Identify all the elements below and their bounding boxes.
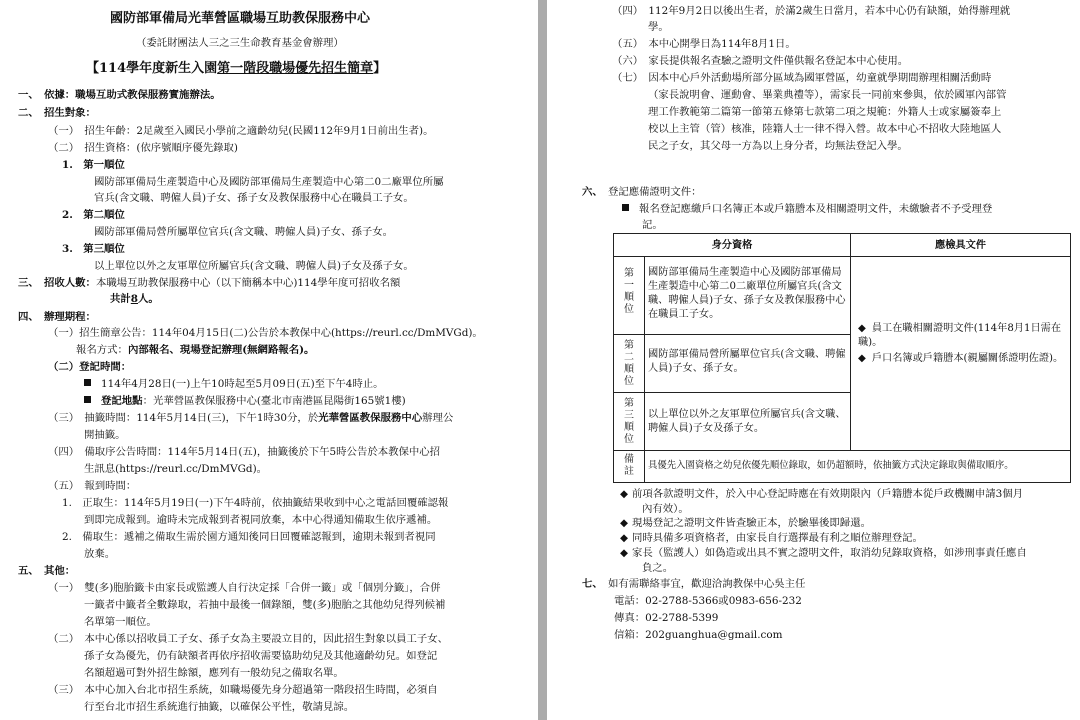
doc-title: 國防部軍備局光華營區職場互助教保服務中心 xyxy=(110,11,371,26)
section-3: 三、 招收人數：本職場互助教保服務中心（以下簡稱本中心)114學年度可招收名額 xyxy=(18,277,401,289)
priority-2-text-line: 國防部軍備局營所屬單位官兵(含文職、聘僱人員)子女、孫子女。 xyxy=(94,226,394,238)
section-2-item-1: （一） 招生年齡：2足歲至入國民小學前之適齡幼兒(民國112年9月1日前出生者)。 xyxy=(48,125,434,137)
section-5-item-2-cont: 名額超過可對外招生餘額，應列有一般幼兒之備取名單。 xyxy=(84,667,344,679)
right-item-6: （六） 家長提供報名查驗之證明文件僅供報名登記本中心使用。 xyxy=(612,55,909,67)
table-row-label-priority-3: 第三順位 xyxy=(624,398,634,445)
registration-location: 登記地點：光華營區教保服務中心(臺北市南港區昆陽街165號1樓) xyxy=(84,394,406,408)
right-item-4-cont: 學。 xyxy=(648,21,669,33)
priority-1-text-line: 官兵(含文職、聘僱人員)子女、孫子女及教保服務中心在職員工子女。 xyxy=(94,192,414,204)
table-row-label-note: 備註 xyxy=(624,454,634,477)
right-item-7-cont: 校以上主管（管）核准，陸籍人士一律不得入營。故本中心不招收大陸地區人 xyxy=(648,123,1002,135)
table-cell-priority-2: 國防部軍備局營所屬單位官兵(含文職、聘僱人員)子女、孫子女。 xyxy=(648,349,846,374)
priority-1-text-line: 國防部軍備局生產製造中心及國防部軍備局生產製造中心第二0二廠單位所屬 xyxy=(94,176,444,188)
doc-note-1-cont: 內有效）。 xyxy=(642,503,689,515)
table-header-documents: 應檢具文件 xyxy=(935,239,986,251)
table-cell-priority-1: 國防部軍備局生產製造中心及國防部軍備局生產製造中心第二0二廠單位所屬官兵(含文職、聘僱人員)子女、孫子女及教保服務中心在職員工子女。 xyxy=(648,267,846,320)
right-item-7-cont: 理工作教範第二篇第一節第五條第七款第二項之規範：外籍人士或家屬簽奉上 xyxy=(648,106,1002,118)
section-4-heading: 四、 辦理期程： xyxy=(18,311,96,323)
right-item-7: （七） 因本中心戶外活動場所部分區域為國軍營區，幼童就學期間辦理相關活動時 xyxy=(612,72,992,84)
section-7-contact: 七、 如有需聯絡事宜，歡迎洽詢教保中心吳主任 xyxy=(582,578,806,590)
table-cell-doc-1: ◆ 員工在職相關證明文件(114年8月1日需在職)。 xyxy=(858,323,1062,348)
doc-heading: 【114學年度新生入園第一階段職場優先招生簡章】 xyxy=(86,61,387,76)
section-4-item-3-cont: 開抽籤。 xyxy=(84,429,126,441)
table-row-label-priority-2: 第二順位 xyxy=(624,340,634,387)
enrollment-waitlist: 2. 備取生：遞補之備取生需於園方通知後同日回覆確認報到，逾期未報到者視同 xyxy=(62,531,436,543)
table-row-label-priority-1: 第一順位 xyxy=(624,268,634,315)
table-cell-doc-2: ◆ 戶口名簿或戶籍謄本(親屬關係證明佐證)。 xyxy=(858,353,1064,364)
section-4-item-2: （二）登記時間： xyxy=(48,361,132,373)
section-4-item-1: （一）招生簡章公告：114年04月15日(二)公告於本教保中心(https://reurl.cc/DmMVGd)。 xyxy=(48,327,483,339)
section-4-item-4-cont: 生訊息(https://reurl.cc/DmMVGd)。 xyxy=(84,463,268,475)
section-6-bullet: 報名登記應繳戶口名簿正本或戶籍謄本及相關證明文件，未繳驗者不予受理登 xyxy=(622,202,992,216)
priority-3-title: 3. 第三順位 xyxy=(62,243,125,255)
section-3-total: 共計8人。 xyxy=(110,293,159,305)
priority-3-text-line: 以上單位以外之友軍單位所屬官兵(含文職、聘僱人員)子女及孫子女。 xyxy=(94,260,414,272)
section-1: 一、 依據：職場互助式教保服務實施辦法。 xyxy=(18,89,221,101)
section-5-item-1-cont: 一籤者中籤者全數錄取，若抽中最後一個錄額，雙(多)胞胎之其他幼兒得列候補 xyxy=(84,599,446,611)
doc-note-4: ◆ 家長（監護人）如偽造或出具不實之證明文件，取消幼兒錄取資格，如涉刑事責任應自 xyxy=(620,547,1027,559)
contact-email: 信箱：202guanghua@gmail.com xyxy=(614,629,783,641)
table-cell-note: 具優先入園資格之幼兒依優先順位錄取，如仍超額時，依抽籤方式決定錄取與備取順序。 xyxy=(648,460,1014,471)
section-5-item-2-cont: 孫子女為優先，仍有缺額者再依序招收需要協助幼兒及其他適齡幼兒。如登記 xyxy=(84,650,438,662)
section-4-item-4: （四） 備取序公告時間：114年5月14日(五)，抽籤後於下午5時公告於本教保中心招 xyxy=(48,446,441,458)
doc-note-3: ◆ 同時具備多項資格者，由家長自行選擇最有利之順位辦理登記。 xyxy=(620,532,923,544)
table-header-qualification: 身分資格 xyxy=(711,239,753,251)
right-item-5: （五） 本中心開學日為114年8月1日。 xyxy=(612,38,796,50)
document-page-left xyxy=(0,0,538,720)
section-6-heading: 六、 登記應備證明文件： xyxy=(582,186,702,198)
section-5-item-3-cont: 行至台北市招生系統進行抽籤，以確保公平性，敬請見諒。 xyxy=(84,701,355,713)
right-item-4: （四） 112年9月2日以後出生者，於滿2歲生日當月，若本中心仍有缺額，始得辦理就 xyxy=(612,5,1011,17)
priority-1-title: 1. 第一順位 xyxy=(62,159,125,171)
eligibility-table xyxy=(613,233,1071,483)
doc-note-1: ◆ 前項各款證明文件，於入中心登記時應在有效期限內（戶籍謄本從戶政機關申請3個月 xyxy=(620,488,1024,500)
section-5-item-2: （二） 本中心係以招收員工子女、孫子女為主要設立目的，因此招生對象以員工子女、 xyxy=(48,633,449,645)
section-2-heading: 二、 招生對象： xyxy=(18,107,96,119)
right-item-7-cont: 民之子女，其父母一方為以上身分者，均無法登記入學。 xyxy=(648,140,908,152)
section-5-heading: 五、 其他： xyxy=(18,565,76,577)
section-4-item-3: （三） 抽籤時間：114年5月14日(三)，下午1時30分，於光華營區教保服務中心辦理公 xyxy=(48,412,454,424)
section-4-item-5: （五） 報到時間： xyxy=(48,480,137,492)
doc-note-4-cont: 負之。 xyxy=(642,562,674,574)
doc-subtitle: （委託財團法人三之三生命教育基金會辦理） xyxy=(136,37,344,49)
right-item-7-cont: （家長說明會、運動會、畢業典禮等），需家長一同前來參與，依於國軍內部管 xyxy=(648,89,1007,101)
table-cell-priority-3: 以上單位以外之友軍單位所屬官兵(含文職、聘僱人員)子女及孫子女。 xyxy=(648,409,846,434)
section-2-item-2: （二） 招生資格：(依序號順序優先錄取) xyxy=(48,142,238,154)
section-5-item-1: （一） 雙(多)胞胎籤卡由家長或監護人自行決定採「合併一籤」或「個別分籤」，合併 xyxy=(48,582,441,594)
section-5-item-3: （三） 本中心加入台北市招生系統，如職場優先身分超過第一階段招生時間，必須自 xyxy=(48,684,438,696)
enrollment-waitlist-cont: 放棄。 xyxy=(84,548,116,560)
enrollment-regular-cont: 到即完成報到。逾時未完成報到者視同放棄，本中心得通知備取生依序遞補。 xyxy=(84,514,438,526)
section-5-item-1-cont: 名單第一順位。 xyxy=(84,616,157,628)
contact-fax: 傳真：02-2788-5399 xyxy=(614,612,719,624)
enrollment-regular: 1. 正取生：114年5月19日(一)下午4時前，依抽籤結果收到中心之電話回覆確認報 xyxy=(62,497,449,509)
contact-phone: 電話：02-2788-5366或0983-656-232 xyxy=(614,595,802,607)
priority-2-title: 2. 第二順位 xyxy=(62,209,125,221)
section-4-item-1-method: 報名方式：內部報名、現場登記辦理(無網路報名)。 xyxy=(76,344,315,356)
doc-note-2: ◆ 現場登記之證明文件皆查驗正本，於驗畢後即歸還。 xyxy=(620,517,871,529)
registration-time: 114年4月28日(一)上午10時起至5月09日(五)至下午4時止。 xyxy=(84,377,384,391)
section-6-bullet-cont: 記。 xyxy=(642,219,663,231)
